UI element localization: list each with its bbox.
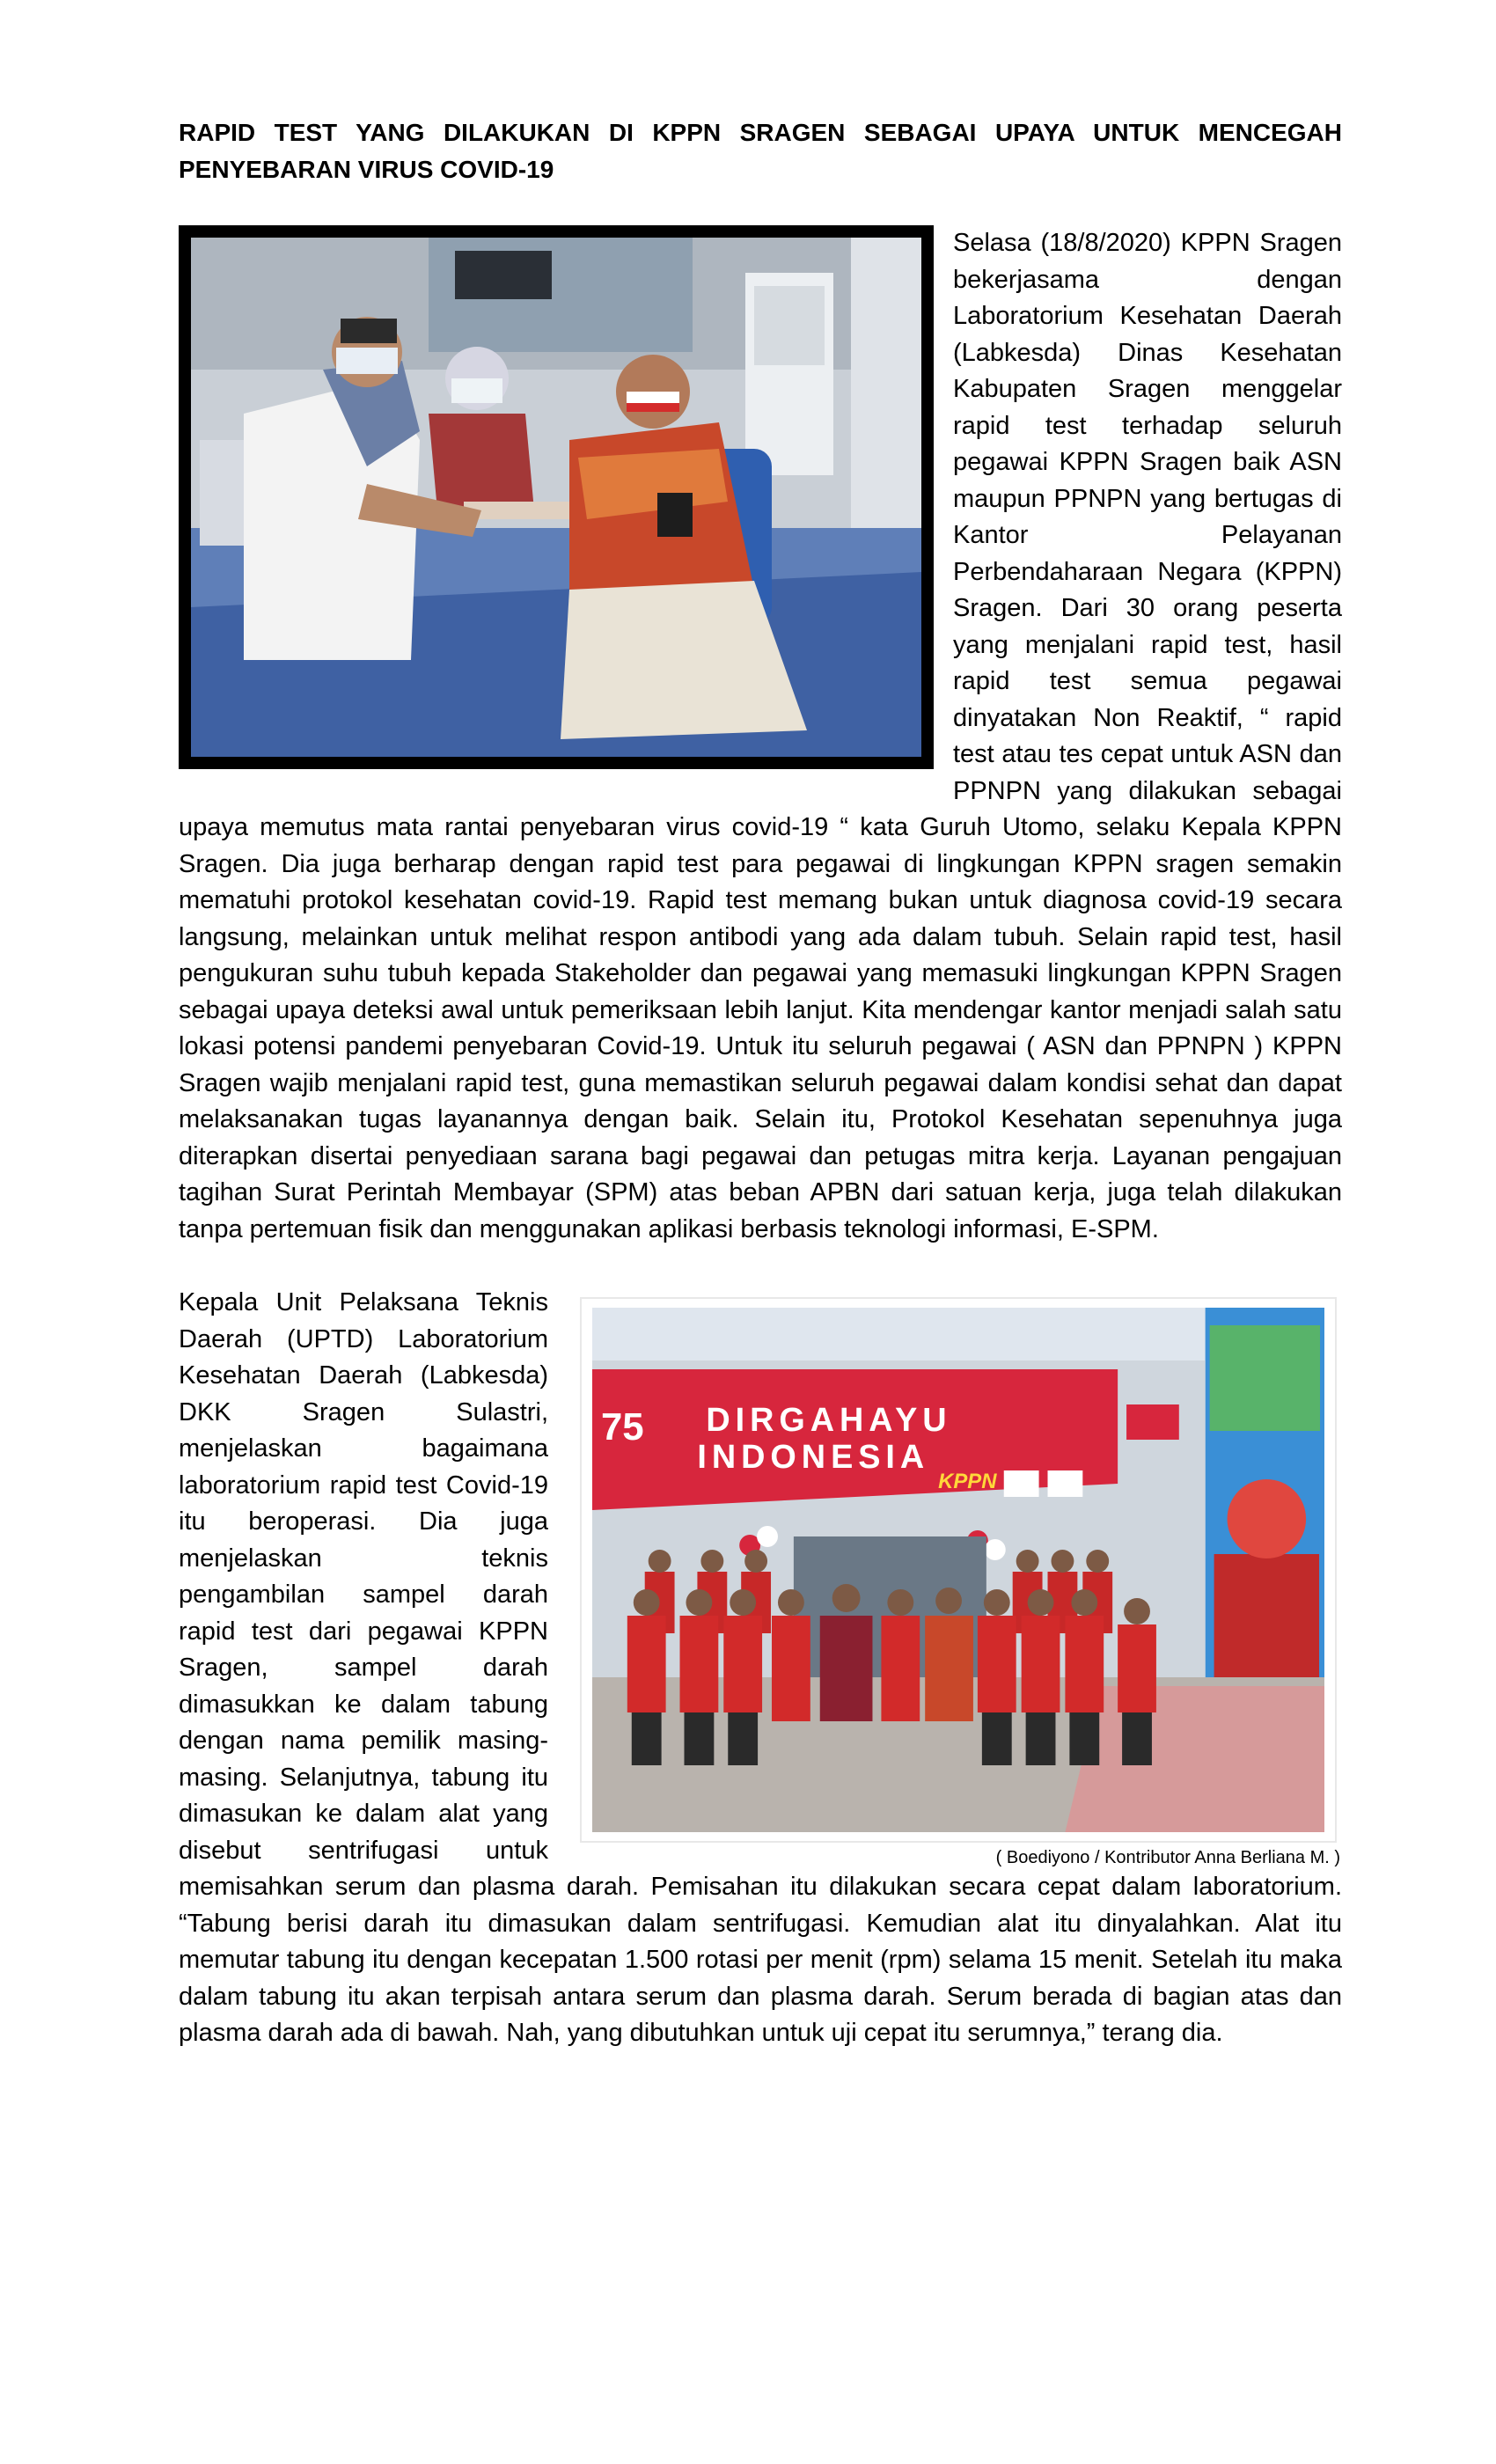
rapid-test-photo [179,225,934,769]
article-title: RAPID TEST YANG DILAKUKAN DI KPPN SRAGEN SEBAGAI UPAYA UNTUK MENCEGAH PENYEBARAN VIRUS COVID-19 [179,119,1342,183]
banner-logo: KPPN [938,1469,997,1494]
group-photo [580,1297,1337,1843]
paragraph-2: Kepala Unit Pelaksana Teknis Daerah (UPTD) Laboratorium Kesehatan Daerah (Labkesda) DKK Sragen Sulastri, menjelaskan bagaimana laboratorium rapid test Covid-19 itu beroperasi. Dia juga menjelaskan teknis pengambilan sampel darah rapid test dari pegawai KPPN Sragen, sampel darah dimasukkan ke dalam tabung dengan nama pemilik masing-masing. Selanjutnya, tabung itu dimasukan ke dalam alat yang disebut sentrifugasi untuk memisahkan serum dan plasma darah. Pemisahan itu dilakukan secara cepat dalam laboratorium. “Tabung berisi darah itu dimasukan dalam sentrifugasi. Kemudian alat itu dinyalahkan. Alat itu memutar tabung itu dengan kecepatan 1.500 rotasi per menit (rpm) selama 15 menit. Setelah itu maka dalam tabung itu akan terpisah antara serum dan plasma darah. Serum berada di bagian atas dan plasma darah ada di bawah. Nah, yang dibutuhkan untuk uji cepat itu serumnya,” terang dia. [179,1288,1342,2047]
group-photo-illustration [592,1308,1324,1832]
paragraph-spacer [179,1248,1342,1285]
photo-caption: ( Boediyono / Kontributor Anna Berliana M. ) [995,1848,1340,1867]
banner-line1: DIRGAHAYU [706,1401,952,1440]
rapid-test-photo-illustration [191,238,921,757]
paragraph-1: Selasa (18/8/2020) KPPN Sragen bekerjasama dengan Laboratorium Kesehatan Daerah (Labkesda) Dinas Kesehatan Kabupaten Sragen menggelar rapid test terhadap seluruh pegawai KPPN Sragen baik ASN maupun PPNPN yang bertugas di Kantor Pelayanan Perbendaharaan Negara (KPPN) Sragen. Dari 30 orang peserta yang menjalani rapid test, hasil rapid test semua pegawai dinyatakan Non Reaktif, “ rapid test atau tes cepat untuk ASN dan PPNPN yang dilakukan sebagai upaya memutus mata rantai penyebaran virus covid-19 “ kata Guruh Utomo, selaku Kepala KPPN Sragen. Dia juga berharap dengan rapid test para pegawai di lingkungan KPPN sragen semakin mematuhi protokol kesehatan covid-19. Rapid test memang bukan untuk diagnosa covid-19 secara langsung, melainkan untuk melihat respon antibodi yang ada dalam tubuh. Selain rapid test, hasil pengukuran suhu tubuh kepada Stakeholder dan pegawai yang memasuki lingkungan KPPN Sragen sebagai upaya deteksi awal untuk pemeriksaan lebih lanjut. Kita mendengar kantor menjadi salah satu lokasi potensi pandemi penyebaran Covid-19. Untuk itu seluruh pegawai ( ASN dan PPNPN ) KPPN Sragen wajib menjalani rapid test, guna memastikan seluruh pegawai dalam kondisi sehat dan dapat melaksanakan tugas layanannya dengan baik. Selain itu, Protokol Kesehatan sepenuhnya juga diterapkan disertai penyediaan sarana bagi pegawai dan petugas mitra kerja. Layanan pengajuan tagihan Surat Perintah Membayar (SPM) atas beban APBN dari satuan kerja, juga telah dilakukan tanpa pertemuan fisik dan menggunakan aplikasi berbasis teknologi informasi, E-SPM. [179,229,1342,1243]
banner-line2: INDONESIA [697,1438,930,1477]
banner-badge: 75 [600,1404,644,1449]
paragraph-2-wrapper [179,1285,1342,2052]
group-photo-figure [580,1297,1354,1869]
article-body [179,114,1342,2052]
